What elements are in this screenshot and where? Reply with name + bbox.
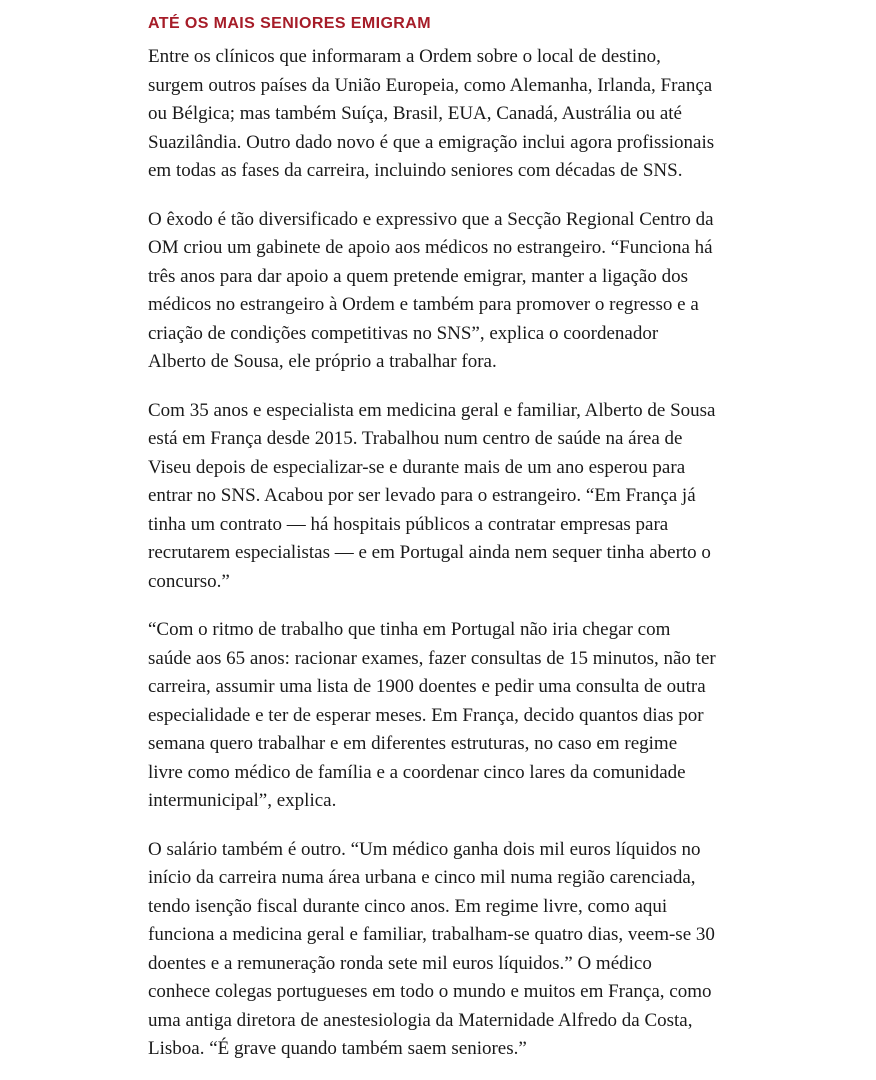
section-heading: ATÉ OS MAIS SENIORES EMIGRAM (148, 15, 431, 32)
paragraph-gabinete-apoio: O êxodo é tão diversificado e expressivo que a Secção Regional Centro da OM criou um gabinete de apoio aos médicos no estrangeiro. “Funciona há três anos para dar apoio a quem pretende emigrar, manter a ligação dos médicos no estrangeiro à Ordem e também para promover o regresso e a criação de condições competitivas no SNS”, explica o coordenador Alberto de Sousa, ele próprio a trabalhar fora. (148, 208, 714, 372)
paragraph-ritmo-trabalho: “Com o ritmo de trabalho que tinha em Portugal não iria chegar com saúde aos 65 anos: racionar exames, fazer consultas de 15 minutos, não ter carreira, assumir uma lista de 1900 doentes e pedir uma consulta de outra especialidade e ter de esperar meses. Em França, decido quantos dias por semana quero trabalhar e em diferentes estruturas, no caso em regime livre como médico de família e a coordenar cinco lares da comunidade intermunicipal”, explica. (148, 619, 716, 811)
paragraph-salario: O salário também é outro. “Um médico ganha dois mil euros líquidos no início da carreira numa área urbana e cinco mil numa região carenciada, tendo isenção fiscal durante cinco anos. Em regime livre, como aqui funciona a medicina geral e familiar, trabalham-se quatro dias, veem-se 30 doentes e a remuneração ronda sete mil euros líquidos.” O médico conhece colegas portugueses em todo o mundo e muitos em França, como uma antiga diretora de anestesiologia da Maternidade Alfredo da Costa, Lisboa. “É grave quando também saem seniores.” (148, 838, 715, 1059)
paragraph-alberto-sousa: Com 35 anos e especialista em medicina geral e familiar, Alberto de Sousa está em França desde 2015. Trabalhou num centro de saúde na área de Viseu depois de especializar-se e durante mais de um ano esperou para entrar no SNS. Acabou por ser levado para o estrangeiro. “Em França já tinha um contrato — há hospitais públicos a contratar empresas para recrutarem especialistas — e em Portugal ainda nem sequer tinha aberto o concurso.” (148, 399, 716, 592)
article-body (148, 14, 716, 1064)
paragraph-destinations: Entre os clínicos que informaram a Ordem sobre o local de destino, surgem outros países da União Europeia, como Alemanha, Irlanda, França ou Bélgica; mas também Suíça, Brasil, EUA, Canadá, Austrália ou até Suazilândia. Outro dado novo é que a emigração inclui agora profissionais em todas as fases da carreira, incluindo seniores com décadas de SNS. (148, 46, 715, 181)
